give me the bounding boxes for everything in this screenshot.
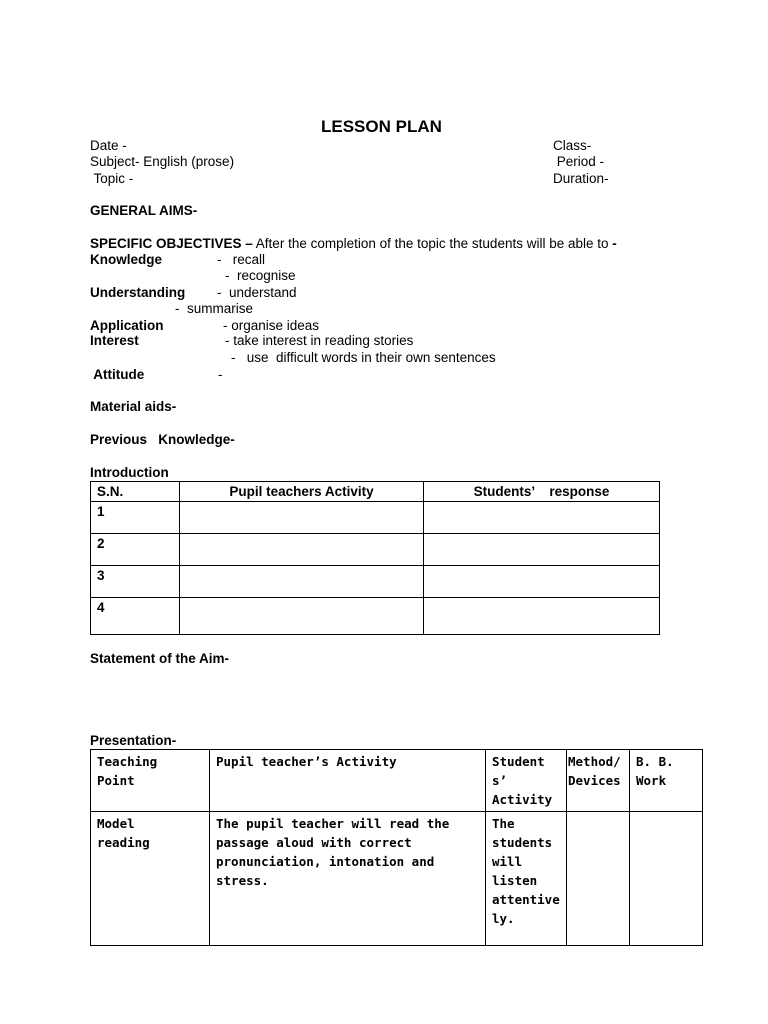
teacher-activity-cell <box>180 566 424 598</box>
column-header-student-response: Students’ response <box>424 482 660 502</box>
topic-label: Topic - <box>90 171 134 186</box>
period-label: Period - <box>553 154 605 169</box>
column-header-student-activity: Student s’ Activity <box>486 750 567 812</box>
row-number: 1 <box>91 502 180 534</box>
knowledge-label: Knowledge <box>90 252 163 267</box>
table-header-row <box>91 482 660 502</box>
table-row <box>91 502 660 534</box>
table-row <box>91 812 703 946</box>
introduction-table <box>90 481 660 635</box>
specific-objectives-heading: SPECIFIC OBJECTIVES – <box>90 236 253 251</box>
bb-work-cell <box>630 812 703 946</box>
presentation-table <box>90 749 703 946</box>
teacher-activity-cell <box>180 534 424 566</box>
interest-item: - use difficult words in their own sentences <box>231 350 496 365</box>
interest-item: - take interest in reading stories <box>225 333 414 348</box>
interest-label: Interest <box>90 333 139 348</box>
specific-objectives-line <box>90 236 617 252</box>
duration-label: Duration- <box>553 171 609 186</box>
student-response-cell <box>424 502 660 534</box>
method-devices-cell <box>567 812 630 946</box>
application-label: Application <box>90 318 164 333</box>
table-row <box>91 566 660 598</box>
subject-label: Subject- English (prose) <box>90 154 235 169</box>
row-number: 3 <box>91 566 180 598</box>
specific-objectives-text: After the completion of the topic the students will be able to <box>252 236 613 251</box>
knowledge-item: - recall <box>217 252 266 267</box>
presentation-heading: Presentation- <box>90 733 177 748</box>
column-header-teacher-activity: Pupil teachers Activity <box>180 482 424 502</box>
understanding-label: Understanding <box>90 285 186 300</box>
table-row <box>91 534 660 566</box>
student-activity-cell: The students will listen attentive ly. <box>486 812 567 946</box>
general-aims-heading: GENERAL AIMS- <box>90 203 198 218</box>
row-number: 4 <box>91 598 180 635</box>
introduction-heading: Introduction <box>90 465 169 480</box>
table-header-row <box>91 750 703 812</box>
attitude-label: Attitude <box>90 367 145 382</box>
class-label: Class- <box>553 138 592 153</box>
row-number: 2 <box>91 534 180 566</box>
knowledge-item: - recognise <box>225 268 296 283</box>
column-header-teacher-activity: Pupil teacher’s Activity <box>210 750 486 812</box>
understanding-item: - understand <box>217 285 297 300</box>
date-label: Date - <box>90 138 127 153</box>
column-header-method-devices: Method/ Devices <box>567 750 630 812</box>
column-header-teaching-point: Teaching Point <box>91 750 210 812</box>
table-row <box>91 598 660 635</box>
column-header-bb-work: B. B. Work <box>630 750 703 812</box>
teaching-point-cell: Model reading <box>91 812 210 946</box>
previous-knowledge-heading: Previous Knowledge- <box>90 432 235 447</box>
teacher-activity-cell <box>180 502 424 534</box>
specific-objectives-dash: - <box>612 236 617 251</box>
attitude-item: - <box>218 367 223 382</box>
material-aids-heading: Material aids- <box>90 399 177 414</box>
student-response-cell <box>424 566 660 598</box>
application-item: - organise ideas <box>223 318 320 333</box>
student-response-cell <box>424 598 660 635</box>
column-header-sn: S.N. <box>91 482 180 502</box>
page-title: LESSON PLAN <box>321 117 442 136</box>
understanding-item: - summarise <box>175 301 254 316</box>
teacher-activity-cell: The pupil teacher will read the passage aloud with correct pronunciation, intonation and stress. <box>210 812 486 946</box>
teacher-activity-cell <box>180 598 424 635</box>
statement-of-aim-heading: Statement of the Aim- <box>90 651 230 666</box>
student-response-cell <box>424 534 660 566</box>
